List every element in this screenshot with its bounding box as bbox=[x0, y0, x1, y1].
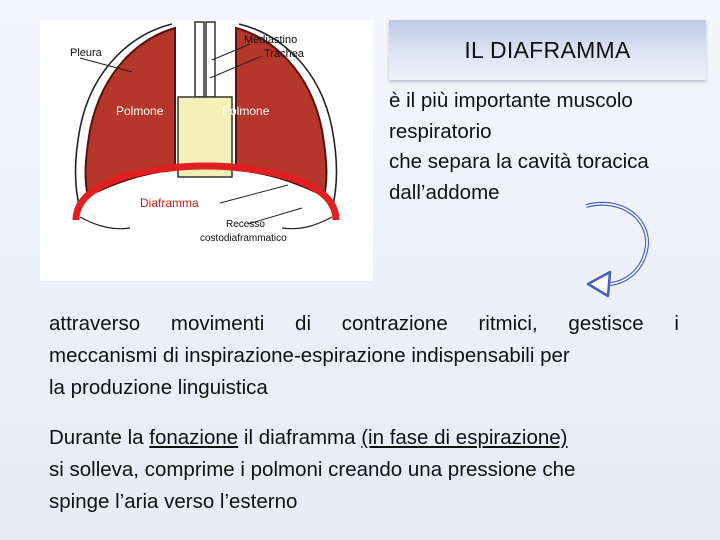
intro-text bbox=[389, 86, 709, 208]
text-segment: il diaframma bbox=[238, 426, 362, 449]
paragraph-line bbox=[49, 422, 679, 454]
label-recesso: Recesso bbox=[226, 219, 265, 230]
underlined-term-fonazione: fonazione bbox=[149, 426, 239, 449]
paragraph-line: spinge l’aria verso l’esterno bbox=[49, 490, 298, 513]
arrow-head bbox=[588, 272, 610, 296]
word: gestisce bbox=[568, 312, 644, 335]
word: contrazione bbox=[341, 312, 448, 335]
label-costodiaframmatico: costodiaframmatico bbox=[200, 233, 287, 244]
label-diaframma: Diaframma bbox=[140, 196, 199, 210]
label-pleura: Pleura bbox=[70, 47, 102, 59]
word: attraverso bbox=[49, 312, 141, 335]
thorax-diagram bbox=[40, 20, 373, 281]
slide-title: IL DIAFRAMMA bbox=[464, 36, 631, 63]
underlined-term-espirazione: (in fase di espirazione) bbox=[361, 426, 568, 449]
word: movimenti bbox=[170, 312, 265, 335]
paragraph-phonation bbox=[49, 422, 679, 518]
intro-line: è il più importante muscolo bbox=[389, 89, 633, 112]
paragraph-line: meccanismi di inspirazione-espirazione indispensabili per bbox=[49, 344, 570, 367]
paragraph-line: si solleva, comprime i polmoni creando una pressione che bbox=[49, 458, 576, 481]
costophrenic-recess-left bbox=[80, 217, 130, 229]
word: di bbox=[295, 312, 312, 335]
curved-arrow-icon bbox=[578, 196, 658, 311]
word: i bbox=[674, 312, 679, 335]
intro-line: dall’addome bbox=[389, 180, 500, 204]
word: ritmici, bbox=[478, 312, 538, 335]
paragraph-line: la produzione linguistica bbox=[49, 376, 268, 399]
label-mediastino: Mediastino bbox=[244, 34, 298, 46]
arrow-shaft bbox=[586, 204, 647, 284]
trachea-left-wall bbox=[195, 22, 204, 97]
paragraph-respiration-mechanism bbox=[49, 308, 679, 404]
text-segment: Durante la bbox=[49, 426, 150, 449]
diaphragm-anatomy-figure bbox=[40, 20, 373, 281]
label-trachea: Trachea bbox=[264, 48, 304, 60]
paragraph-line-justified bbox=[49, 308, 679, 340]
slide-title-box bbox=[389, 20, 706, 80]
intro-line: che separa la cavità toracica bbox=[389, 150, 649, 173]
intro-line: respiratorio bbox=[389, 119, 492, 143]
diaframma-leader bbox=[220, 185, 288, 203]
costophrenic-recess-right bbox=[282, 217, 332, 229]
label-polmone-right: Polmone bbox=[222, 104, 270, 118]
label-polmone-left: Polmone bbox=[116, 104, 164, 118]
